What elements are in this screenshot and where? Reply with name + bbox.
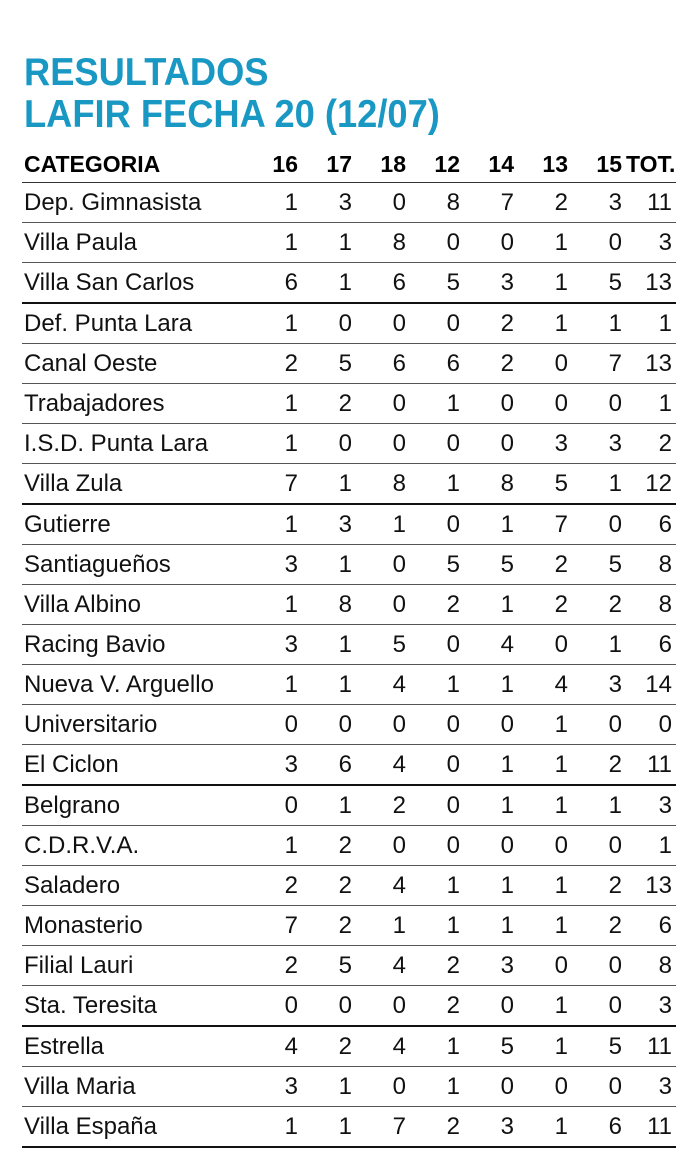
total-cell: 3 — [626, 1067, 676, 1107]
score-cell: 1 — [518, 1026, 572, 1067]
total-cell: 8 — [626, 545, 676, 585]
score-cell: 0 — [572, 826, 626, 866]
score-cell: 1 — [410, 464, 464, 505]
score-cell: 1 — [302, 545, 356, 585]
score-cell: 2 — [572, 585, 626, 625]
total-cell: 11 — [626, 1026, 676, 1067]
score-cell: 1 — [248, 424, 302, 464]
table-row — [22, 785, 676, 826]
score-cell: 4 — [356, 745, 410, 786]
score-cell: 1 — [518, 303, 572, 344]
table-row — [22, 866, 676, 906]
header-col-12: 12 — [410, 146, 464, 183]
score-cell: 0 — [302, 986, 356, 1027]
score-cell: 0 — [518, 384, 572, 424]
score-cell: 5 — [572, 263, 626, 304]
results-table — [22, 146, 676, 1148]
table-row — [22, 344, 676, 384]
score-cell: 1 — [464, 585, 518, 625]
score-cell: 0 — [356, 303, 410, 344]
score-cell: 1 — [572, 303, 626, 344]
score-cell: 3 — [518, 424, 572, 464]
score-cell: 0 — [410, 705, 464, 745]
score-cell: 4 — [356, 665, 410, 705]
table-row — [22, 223, 676, 263]
score-cell: 0 — [464, 424, 518, 464]
table-row — [22, 906, 676, 946]
score-cell: 3 — [572, 424, 626, 464]
table-row — [22, 384, 676, 424]
score-cell: 0 — [572, 705, 626, 745]
score-cell: 2 — [518, 183, 572, 223]
score-cell: 2 — [572, 745, 626, 786]
score-cell: 2 — [302, 1026, 356, 1067]
score-cell: 2 — [518, 545, 572, 585]
header-col-14: 14 — [464, 146, 518, 183]
score-cell: 7 — [248, 906, 302, 946]
score-cell: 1 — [410, 906, 464, 946]
score-cell: 0 — [410, 303, 464, 344]
team-name-cell: Villa España — [22, 1107, 248, 1148]
score-cell: 5 — [518, 464, 572, 505]
score-cell: 8 — [356, 223, 410, 263]
table-row — [22, 946, 676, 986]
score-cell: 3 — [572, 183, 626, 223]
score-cell: 1 — [248, 183, 302, 223]
score-cell: 1 — [302, 1067, 356, 1107]
score-cell: 1 — [302, 625, 356, 665]
score-cell: 1 — [248, 585, 302, 625]
score-cell: 4 — [356, 866, 410, 906]
score-cell: 2 — [410, 986, 464, 1027]
table-row — [22, 183, 676, 223]
score-cell: 8 — [356, 464, 410, 505]
table-row — [22, 1067, 676, 1107]
table-row — [22, 745, 676, 786]
score-cell: 0 — [356, 424, 410, 464]
total-cell: 11 — [626, 745, 676, 786]
score-cell: 1 — [464, 665, 518, 705]
total-cell: 12 — [626, 464, 676, 505]
score-cell: 1 — [410, 866, 464, 906]
score-cell: 1 — [248, 504, 302, 545]
score-cell: 3 — [464, 263, 518, 304]
score-cell: 1 — [464, 504, 518, 545]
score-cell: 1 — [518, 785, 572, 826]
score-cell: 0 — [518, 625, 572, 665]
score-cell: 5 — [410, 263, 464, 304]
score-cell: 3 — [302, 183, 356, 223]
score-cell: 4 — [248, 1026, 302, 1067]
score-cell: 1 — [302, 1107, 356, 1148]
team-name-cell: Villa Maria — [22, 1067, 248, 1107]
score-cell: 4 — [356, 1026, 410, 1067]
score-cell: 0 — [356, 986, 410, 1027]
score-cell: 0 — [518, 344, 572, 384]
team-name-cell: Gutierre — [22, 504, 248, 545]
total-cell: 8 — [626, 946, 676, 986]
score-cell: 2 — [302, 866, 356, 906]
total-cell: 11 — [626, 183, 676, 223]
score-cell: 0 — [572, 384, 626, 424]
score-cell: 1 — [518, 986, 572, 1027]
score-cell: 1 — [518, 263, 572, 304]
score-cell: 3 — [464, 946, 518, 986]
table-row — [22, 545, 676, 585]
total-cell: 0 — [626, 705, 676, 745]
score-cell: 1 — [464, 785, 518, 826]
score-cell: 2 — [518, 585, 572, 625]
score-cell: 2 — [410, 1107, 464, 1148]
team-name-cell: Villa Paula — [22, 223, 248, 263]
score-cell: 2 — [464, 344, 518, 384]
score-cell: 0 — [518, 826, 572, 866]
team-name-cell: El Ciclon — [22, 745, 248, 786]
score-cell: 0 — [356, 705, 410, 745]
score-cell: 0 — [410, 625, 464, 665]
score-cell: 0 — [572, 986, 626, 1027]
score-cell: 1 — [464, 745, 518, 786]
score-cell: 6 — [302, 745, 356, 786]
score-cell: 1 — [518, 705, 572, 745]
score-cell: 0 — [464, 1067, 518, 1107]
table-row — [22, 1026, 676, 1067]
score-cell: 0 — [356, 585, 410, 625]
score-cell: 6 — [572, 1107, 626, 1148]
score-cell: 5 — [464, 545, 518, 585]
score-cell: 0 — [248, 785, 302, 826]
score-cell: 8 — [464, 464, 518, 505]
total-cell: 1 — [626, 826, 676, 866]
score-cell: 1 — [248, 384, 302, 424]
score-cell: 0 — [410, 745, 464, 786]
score-cell: 0 — [572, 946, 626, 986]
score-cell: 0 — [464, 705, 518, 745]
team-name-cell: Sta. Teresita — [22, 986, 248, 1027]
score-cell: 1 — [356, 504, 410, 545]
header-col-16: 16 — [248, 146, 302, 183]
score-cell: 4 — [518, 665, 572, 705]
score-cell: 1 — [410, 1067, 464, 1107]
score-cell: 3 — [572, 665, 626, 705]
score-cell: 5 — [356, 625, 410, 665]
header-col-18: 18 — [356, 146, 410, 183]
score-cell: 2 — [572, 906, 626, 946]
score-cell: 1 — [410, 1026, 464, 1067]
table-row — [22, 665, 676, 705]
header-col-15: 15 — [572, 146, 626, 183]
score-cell: 0 — [248, 986, 302, 1027]
team-name-cell: Monasterio — [22, 906, 248, 946]
table-row — [22, 504, 676, 545]
score-cell: 6 — [248, 263, 302, 304]
score-cell: 0 — [302, 303, 356, 344]
score-cell: 3 — [248, 1067, 302, 1107]
score-cell: 2 — [464, 303, 518, 344]
score-cell: 2 — [410, 585, 464, 625]
header-categoria: CATEGORIA — [22, 146, 248, 183]
score-cell: 1 — [464, 866, 518, 906]
score-cell: 0 — [356, 826, 410, 866]
score-cell: 8 — [410, 183, 464, 223]
score-cell: 5 — [572, 1026, 626, 1067]
score-cell: 1 — [356, 906, 410, 946]
team-name-cell: Trabajadores — [22, 384, 248, 424]
score-cell: 1 — [572, 625, 626, 665]
score-cell: 0 — [464, 826, 518, 866]
score-cell: 5 — [464, 1026, 518, 1067]
score-cell: 1 — [248, 665, 302, 705]
results-table-container — [22, 146, 676, 1148]
score-cell: 0 — [356, 384, 410, 424]
team-name-cell: Filial Lauri — [22, 946, 248, 986]
score-cell: 5 — [302, 344, 356, 384]
score-cell: 0 — [518, 946, 572, 986]
score-cell: 0 — [302, 705, 356, 745]
score-cell: 1 — [518, 866, 572, 906]
score-cell: 0 — [356, 545, 410, 585]
score-cell: 1 — [248, 223, 302, 263]
score-cell: 1 — [572, 464, 626, 505]
team-name-cell: Saladero — [22, 866, 248, 906]
table-row — [22, 464, 676, 505]
score-cell: 1 — [302, 263, 356, 304]
total-cell: 2 — [626, 424, 676, 464]
total-cell: 6 — [626, 504, 676, 545]
score-cell: 1 — [518, 906, 572, 946]
page-title — [24, 52, 440, 136]
total-cell: 13 — [626, 263, 676, 304]
score-cell: 0 — [464, 223, 518, 263]
score-cell: 6 — [356, 344, 410, 384]
score-cell: 0 — [410, 785, 464, 826]
table-row — [22, 424, 676, 464]
score-cell: 2 — [572, 866, 626, 906]
team-name-cell: Villa Zula — [22, 464, 248, 505]
team-name-cell: C.D.R.V.A. — [22, 826, 248, 866]
total-cell: 14 — [626, 665, 676, 705]
score-cell: 0 — [518, 1067, 572, 1107]
team-name-cell: Nueva V. Arguello — [22, 665, 248, 705]
score-cell: 5 — [572, 545, 626, 585]
score-cell: 0 — [572, 504, 626, 545]
score-cell: 4 — [464, 625, 518, 665]
score-cell: 1 — [518, 223, 572, 263]
score-cell: 1 — [410, 384, 464, 424]
score-cell: 2 — [248, 866, 302, 906]
total-cell: 11 — [626, 1107, 676, 1148]
table-row — [22, 705, 676, 745]
score-cell: 0 — [356, 183, 410, 223]
score-cell: 5 — [410, 545, 464, 585]
score-cell: 1 — [302, 223, 356, 263]
score-cell: 2 — [302, 826, 356, 866]
score-cell: 5 — [302, 946, 356, 986]
score-cell: 7 — [356, 1107, 410, 1148]
title-line-2: LAFIR FECHA 20 (12/07) — [24, 93, 440, 136]
team-name-cell: Racing Bavio — [22, 625, 248, 665]
score-cell: 0 — [464, 986, 518, 1027]
score-cell: 2 — [248, 946, 302, 986]
score-cell: 1 — [572, 785, 626, 826]
score-cell: 2 — [248, 344, 302, 384]
score-cell: 0 — [302, 424, 356, 464]
score-cell: 1 — [302, 464, 356, 505]
score-cell: 0 — [248, 705, 302, 745]
score-cell: 6 — [356, 263, 410, 304]
table-row — [22, 826, 676, 866]
total-cell: 13 — [626, 866, 676, 906]
score-cell: 3 — [248, 745, 302, 786]
team-name-cell: Belgrano — [22, 785, 248, 826]
team-name-cell: Villa San Carlos — [22, 263, 248, 304]
score-cell: 4 — [356, 946, 410, 986]
team-name-cell: Def. Punta Lara — [22, 303, 248, 344]
score-cell: 3 — [248, 545, 302, 585]
table-row — [22, 986, 676, 1027]
team-name-cell: Dep. Gimnasista — [22, 183, 248, 223]
score-cell: 0 — [572, 223, 626, 263]
score-cell: 0 — [572, 1067, 626, 1107]
total-cell: 6 — [626, 906, 676, 946]
table-row — [22, 303, 676, 344]
score-cell: 7 — [248, 464, 302, 505]
header-col-13: 13 — [518, 146, 572, 183]
team-name-cell: Universitario — [22, 705, 248, 745]
header-col-17: 17 — [302, 146, 356, 183]
score-cell: 1 — [248, 303, 302, 344]
score-cell: 7 — [464, 183, 518, 223]
table-row — [22, 1107, 676, 1148]
score-cell: 7 — [572, 344, 626, 384]
score-cell: 1 — [302, 665, 356, 705]
score-cell: 2 — [356, 785, 410, 826]
score-cell: 1 — [518, 745, 572, 786]
total-cell: 6 — [626, 625, 676, 665]
total-cell: 3 — [626, 785, 676, 826]
score-cell: 0 — [410, 223, 464, 263]
score-cell: 1 — [248, 1107, 302, 1148]
score-cell: 3 — [464, 1107, 518, 1148]
table-body — [22, 183, 676, 1148]
total-cell: 13 — [626, 344, 676, 384]
score-cell: 0 — [356, 1067, 410, 1107]
score-cell: 8 — [302, 585, 356, 625]
score-cell: 7 — [518, 504, 572, 545]
score-cell: 1 — [410, 665, 464, 705]
total-cell: 3 — [626, 223, 676, 263]
total-cell: 3 — [626, 986, 676, 1027]
team-name-cell: Santiagueños — [22, 545, 248, 585]
score-cell: 1 — [302, 785, 356, 826]
title-line-1: RESULTADOS — [24, 51, 269, 94]
table-row — [22, 263, 676, 304]
score-cell: 0 — [464, 384, 518, 424]
team-name-cell: Villa Albino — [22, 585, 248, 625]
table-row — [22, 625, 676, 665]
total-cell: 1 — [626, 303, 676, 344]
score-cell: 1 — [518, 1107, 572, 1148]
score-cell: 3 — [302, 504, 356, 545]
score-cell: 6 — [410, 344, 464, 384]
score-cell: 2 — [302, 906, 356, 946]
header-total: TOT. — [626, 146, 676, 183]
table-header-row — [22, 146, 676, 183]
score-cell: 3 — [248, 625, 302, 665]
team-name-cell: I.S.D. Punta Lara — [22, 424, 248, 464]
table-row — [22, 585, 676, 625]
score-cell: 0 — [410, 504, 464, 545]
total-cell: 1 — [626, 384, 676, 424]
total-cell: 8 — [626, 585, 676, 625]
team-name-cell: Canal Oeste — [22, 344, 248, 384]
score-cell: 1 — [248, 826, 302, 866]
score-cell: 1 — [464, 906, 518, 946]
score-cell: 2 — [410, 946, 464, 986]
score-cell: 2 — [302, 384, 356, 424]
score-cell: 0 — [410, 424, 464, 464]
team-name-cell: Estrella — [22, 1026, 248, 1067]
score-cell: 0 — [410, 826, 464, 866]
